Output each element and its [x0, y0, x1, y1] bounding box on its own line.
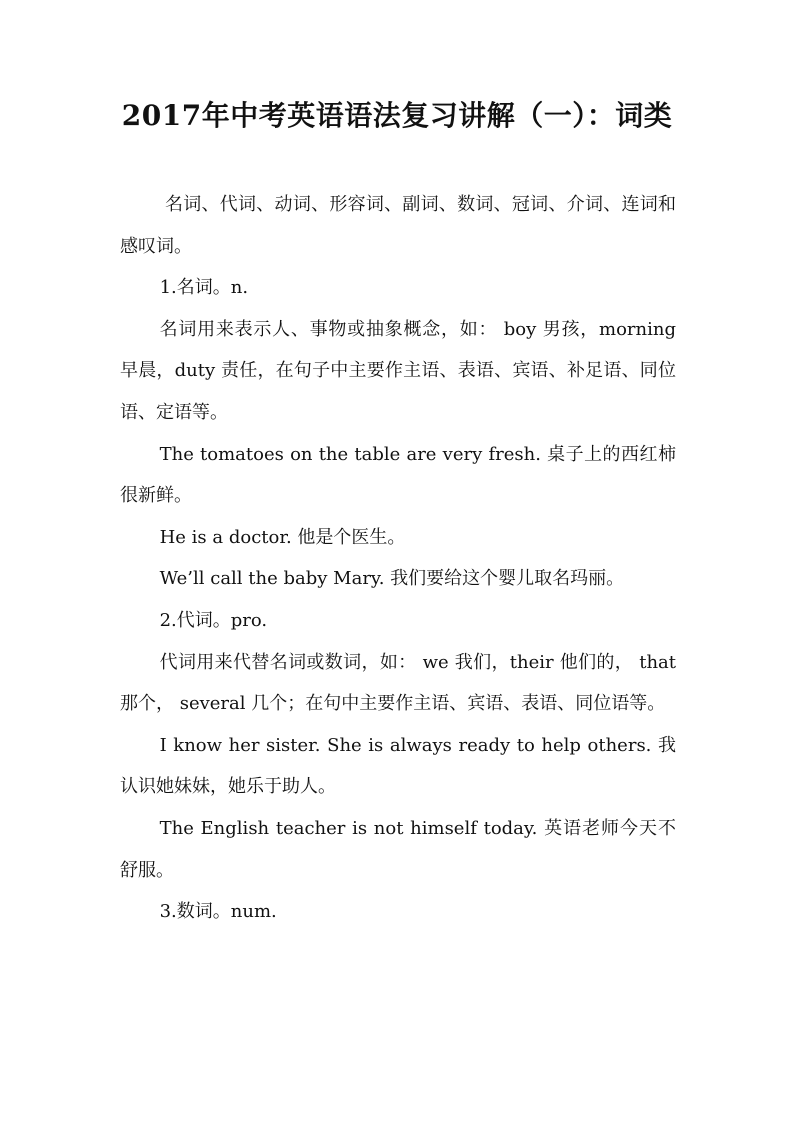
- section-heading-noun: 1.名词。n.: [159, 277, 249, 299]
- noun-example-3: We’ll call the baby Mary. 我们要给这个婴儿取名玛丽。: [159, 568, 625, 590]
- section-heading-pronoun: 2.代词。pro.: [159, 609, 268, 631]
- noun-example-2: He is a doctor. 他是个医生。: [159, 526, 406, 548]
- noun-definition-paragraph: 名词用来表示人、事物或抽象概念，如： boy 男孩，morning 早晨，duty 责任，在句子中主要作主语、表语、宾语、补足语、同位语、定语等。: [120, 318, 676, 423]
- intro-paragraph: 名词、代词、动词、形容词、副词、数词、冠词、介词、连词和感叹词。: [120, 194, 676, 257]
- pronoun-example-1: I know her sister. She is always ready to help others. 我认识她妹妹，她乐于助人。: [120, 734, 676, 798]
- page-title: 2017年中考英语语法复习讲解（一）：词类: [121, 99, 673, 132]
- pronoun-example-2: The English teacher is not himself today. 英语老师今天不舒服。: [120, 817, 676, 881]
- noun-example-1: The tomatoes on the table are very fresh. 桌子上的西红柿很新鲜。: [120, 443, 676, 507]
- section-heading-numeral: 3.数词。num.: [159, 901, 277, 923]
- pronoun-definition-paragraph: 代词用来代替名词或数词，如： we 我们，their 他们的， that 那个， several 几个；在句中主要作主语、宾语、表语、同位语等。: [120, 651, 676, 715]
- document-body: [120, 184, 676, 933]
